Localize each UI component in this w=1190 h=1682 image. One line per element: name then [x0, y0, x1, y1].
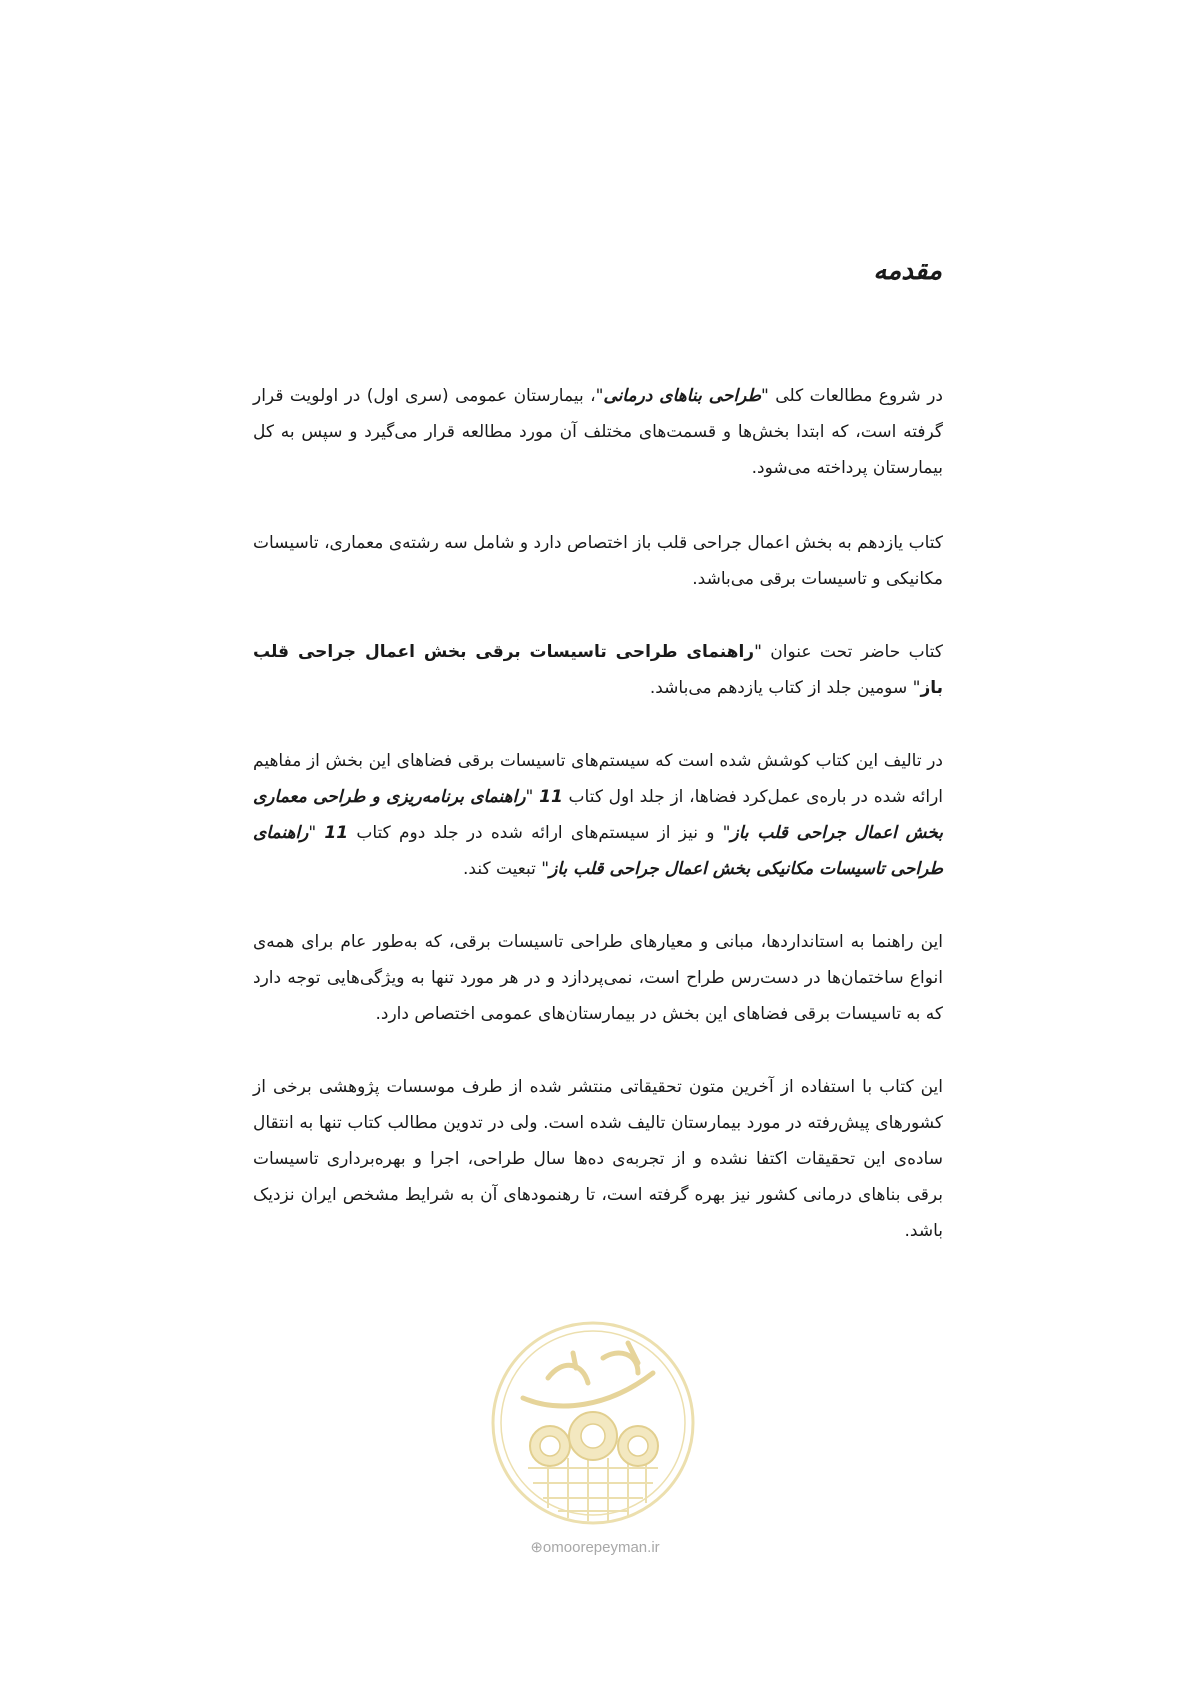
book-number: 11 [324, 823, 349, 843]
paragraph-text: " و نیز از سیستم‌های ارائه شده در جلد دوم کتاب [348, 823, 731, 843]
book-title-bold: راهنمای طراحی تاسیسات برقی بخش اعمال جراحی قلب باز [253, 642, 943, 698]
paragraph-text: " [308, 823, 325, 843]
paragraph-3 [253, 634, 943, 706]
paragraph-text: " سومین جلد از کتاب یازدهم می‌باشد. [649, 678, 921, 698]
paragraph-5 [253, 924, 943, 1032]
paragraph-text: "، بیمارستان عمومی (سری اول) در اولویت قرار گرفته است، که ابتدا بخش‌ها و قسمت‌های مختلف آن مورد مطالعه قرار می‌گیرد و سپس به کل بیمارستان پرداخته می‌شود. [253, 386, 943, 478]
paragraph-4 [253, 743, 943, 887]
paragraph-text: کتاب یازدهم به بخش اعمال جراحی قلب باز اختصاص دارد و شامل سه رشته‌ی معماری، تاسیسات مکانیکی و تاسیسات برقی می‌باشد. [253, 533, 943, 589]
paragraph-text: در شروع مطالعات کلی " [761, 386, 943, 406]
paragraph-text: کتاب حاضر تحت عنوان " [754, 642, 943, 662]
watermark-url-text: omoorepeyman.ir [542, 1539, 660, 1556]
paragraph-text: در تالیف این کتاب کوشش شده است که سیستم‌های تاسیسات برقی فضاهای این بخش از مفاهیم ارائه شده در باره‌ی عمل‌کرد فضاها، از جلد اول کتاب [253, 751, 944, 807]
book-title-italic: راهنمای طراحی تاسیسات مکانیکی بخش اعمال جراحی قلب باز [253, 823, 943, 879]
book-title-italic: راهنمای برنامه‌ریزی و طراحی معماری بخش اعمال جراحی قلب باز [253, 787, 943, 843]
paragraph-1 [253, 378, 943, 486]
paragraph-text: این راهنما به استانداردها، مبانی و معیارهای طراحی تاسیسات برقی، که به‌طور عام برای همه‌ی انواع ساختمان‌ها در دست‌رس طراح است، نمی‌پردازد و در هر مورد تنها به ویژگی‌هایی توجه دارد که به تاسیسات برقی فضاهای این بخش در بیمارستان‌های عمومی اختصاص دارد. [253, 932, 943, 1024]
seal-logo-icon [488, 1318, 698, 1528]
paragraph-6 [253, 1069, 943, 1249]
book-number: 11 [539, 787, 563, 807]
page-title: مقدمه [873, 256, 942, 286]
paragraph-text: " تبعیت کند. [463, 859, 550, 879]
paragraph-2 [253, 525, 943, 597]
paragraph-text: " [525, 787, 540, 807]
watermark-url [500, 1538, 690, 1556]
emphasis-text: طراحی بناهای درمانی [603, 386, 762, 406]
globe-icon: ⊕ [530, 1539, 543, 1556]
paragraph-text: این کتاب با استفاده از آخرین متون تحقیقاتی منتشر شده از طرف موسسات پژوهشی برخی از کشورهای پیش‌رفته در مورد بیمارستان تالیف شده است. ولی در تدوین مطالب کتاب تنها به انتقال ساده‌ی این تحقیقات اکتفا نشده و از تجربه‌ی ده‌ها سال طراحی، اجرا و بهره‌برداری تاسیسات برقی بناهای درمانی کشور نیز بهره گرفته است، تا رهنمودهای آن به شرایط مشخص ایران نزدیک باشد. [253, 1077, 943, 1241]
